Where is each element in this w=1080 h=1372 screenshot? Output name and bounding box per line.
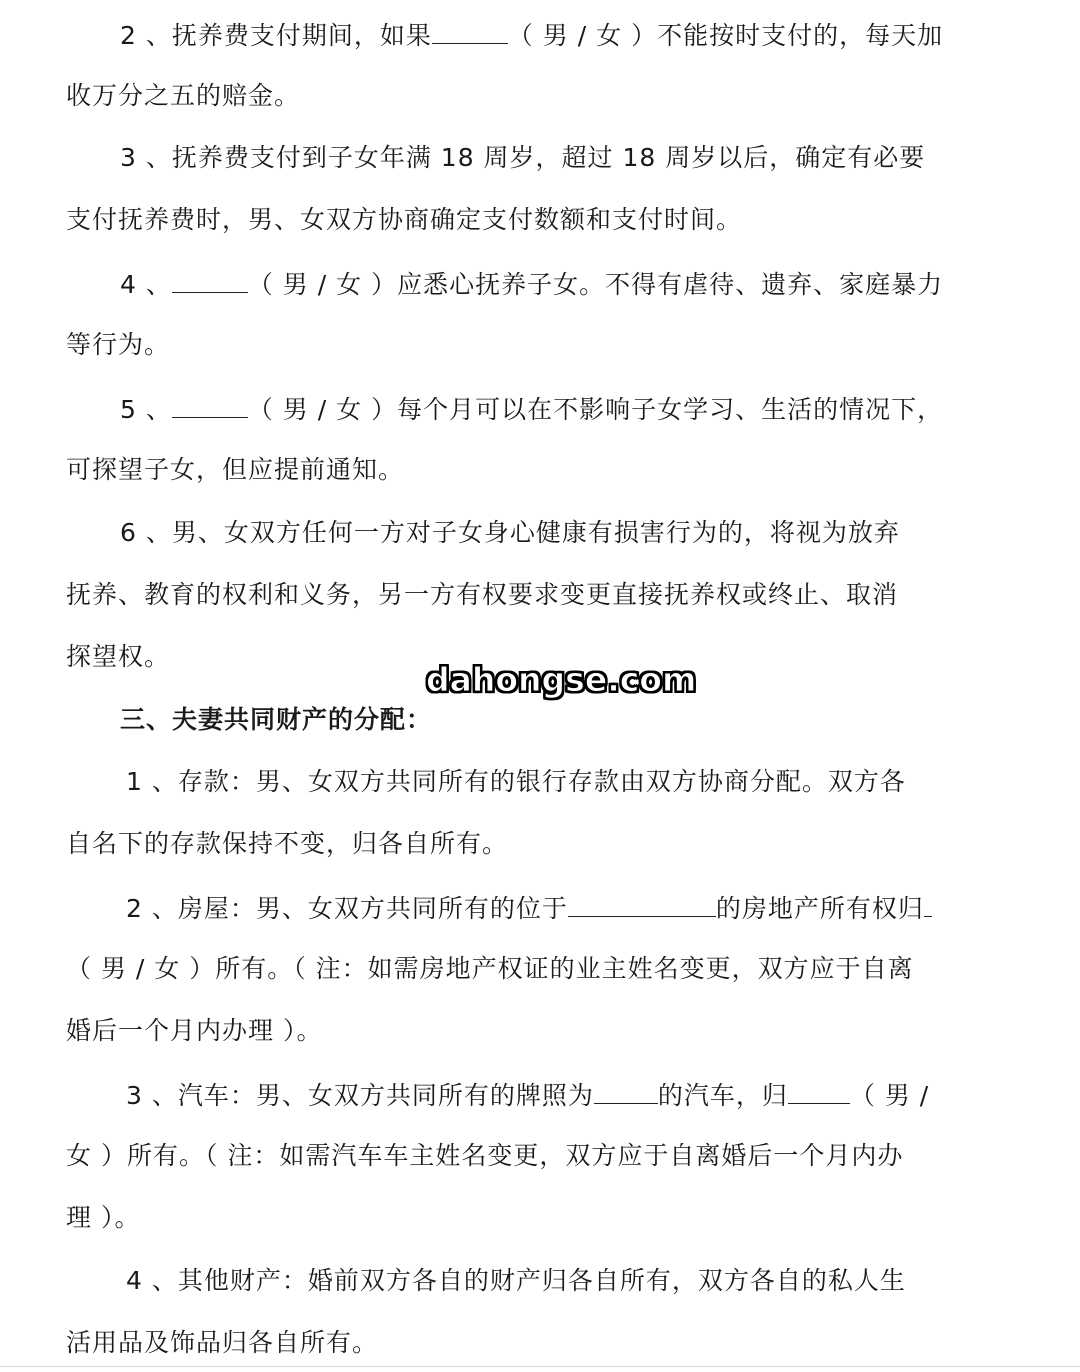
text: 3 、汽车：男、女双方共同所有的牌照为: [126, 1081, 594, 1110]
clause-2-line-2: 收万分之五的赔金。: [66, 81, 301, 110]
clause-3-line-1: 3 、抚养费支付到子女年满 18 周岁，超过 18 周岁以后，确定有必要: [120, 143, 926, 172]
property-3-line-1: [0, 1077, 1080, 1113]
text: （ 男 / 女 ）应悉心抚养子女。不得有虐待、遗弃、家庭暴力: [247, 270, 944, 299]
text: （ 男 /: [849, 1081, 930, 1110]
fill-blank: [432, 17, 508, 44]
section-heading: 三、夫妻共同财产的分配：: [120, 705, 433, 734]
text: （ 男 / 女 ）不能按时支付的，每天加: [507, 21, 944, 50]
fill-blank: [172, 391, 248, 418]
property-1-line-1: 1 、存款：男、女双方共同所有的银行存款由双方协商分配。双方各: [126, 767, 906, 796]
watermark: dahongse.com: [426, 660, 697, 699]
text: 4 、: [120, 270, 172, 299]
clause-4-line-1: [0, 266, 1080, 302]
text: 的房地产所有权归: [715, 894, 924, 923]
text: 的汽车，归: [657, 1081, 788, 1110]
clause-2-line-1: [0, 17, 1080, 53]
clause-6-line-2: 抚养、教育的权利和义务，另一方有权要求变更直接抚养权或终止、取消: [66, 580, 899, 609]
fill-blank: [788, 1077, 850, 1104]
property-4-line-1: 4 、其他财产：婚前双方各自的财产归各自所有，双方各自的私人生: [126, 1266, 906, 1295]
text: 5 、: [120, 395, 172, 424]
text: （ 男 / 女 ）每个月可以在不影响子女学习、生活的情况下，: [247, 395, 944, 424]
clause-3-line-2: 支付抚养费时，男、女双方协商确定支付数额和支付时间。: [66, 205, 743, 234]
fill-blank: [924, 890, 932, 917]
property-2-line-1: [0, 890, 1080, 926]
page-bottom-divider: [0, 1366, 1080, 1367]
fill-blank: [568, 890, 716, 917]
clause-6-line-1: 6 、男、女双方任何一方对子女身心健康有损害行为的，将视为放弃: [120, 518, 900, 547]
clause-4-line-2: 等行为。: [66, 330, 171, 359]
property-2-line-3: 婚后一个月内办理 ）。: [66, 1016, 323, 1045]
fill-blank: [172, 266, 248, 293]
fill-blank: [594, 1077, 658, 1104]
text: 2 、房屋：男、女双方共同所有的位于: [126, 894, 568, 923]
property-3-line-3: 理 ）。: [66, 1203, 141, 1232]
text: 2 、抚养费支付期间，如果: [120, 21, 432, 50]
property-1-line-2: 自名下的存款保持不变，归各自所有。: [66, 829, 509, 858]
clause-5-line-2: 可探望子女，但应提前通知。: [66, 455, 405, 484]
property-4-line-2: 活用品及饰品归各自所有。: [66, 1328, 379, 1357]
property-3-line-2: 女 ）所有。（ 注：如需汽车车主姓名变更，双方应于自离婚后一个月内办: [66, 1141, 904, 1170]
clause-5-line-1: [0, 391, 1080, 427]
property-2-line-2: （ 男 / 女 ）所有。（ 注：如需房地产权证的业主姓名变更，双方应于自离: [66, 954, 914, 983]
clause-6-line-3: 探望权。: [66, 642, 171, 671]
